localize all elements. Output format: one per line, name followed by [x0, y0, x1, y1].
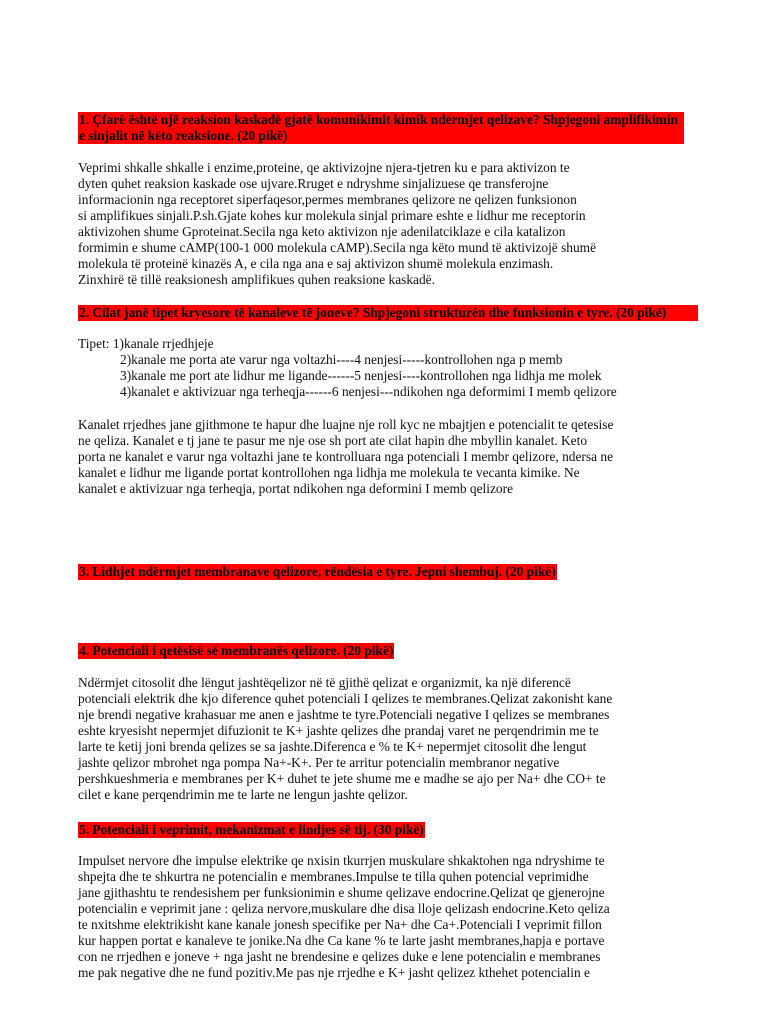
- answer-line: con ne rrjedhen e joneve + nga jasht ne brendesine e qelizes duke e lene potencialin e membranes: [78, 949, 601, 964]
- question-2-answer: [78, 417, 613, 497]
- types-line: 3)kanale me port ate lidhur me ligande------5 nenjesi----kontrollohen nga lidhja me molek: [120, 368, 602, 383]
- answer-line: eshte kryesisht nepermjet difuzionit te K+ jashte qelizes dhe prandaj varet ne perqendrimin me te: [78, 723, 599, 738]
- answer-line: me pak negative dhe ne fund pozitiv.Me pas nje rrjedhe e K+ jasht qelizez kthehet potencialin e: [78, 965, 590, 980]
- answer-line: Ndërmjet citosolit dhe lëngut jashtëqelizor në të gjithë qelizat e organizmit, ka një diferencë: [78, 675, 571, 690]
- question-2-heading: 2. Cilat janë tipet kryesore të kanaleve të joneve? Shpjegoni strukturën dhe funksionin e tyre. (20 pikë): [78, 305, 698, 321]
- answer-line: si amplifikues sinjali.P.sh.Gjate kohes kur molekula sinjal primare eshte e lidhur me receptorin: [78, 208, 586, 223]
- question-1-answer: [78, 160, 596, 288]
- answer-line: pershkueshmeria e membranes per K+ duhet te jete shume me e madhe se ajo per Na+ dhe CO+ te: [78, 771, 606, 786]
- answer-line: dyten quhet reaksion kaskade ose ujvare.Rruget e ndryshme sinjalizuese qe transferojne: [78, 176, 549, 191]
- answer-line: Zinxhirë të tillë reaksionesh amplifikues quhen reaksione kaskadë.: [78, 272, 435, 287]
- question-1-heading: 1. Çfarë është një reaksion kaskadë gjatë komunikimit kimik ndërmjet qelizave? Shpjegoni amplifikimin e sinjalit në këto reaksione. (20 pikë): [78, 112, 684, 144]
- answer-line: Veprimi shkalle shkalle i enzime,proteine, qe aktivizojne njera-tjetren ku e para aktivizon te: [78, 160, 570, 175]
- answer-line: formimin e shume cAMP(100-1 000 molekula cAMP).Secila nga këto mund të aktivizojë shumë: [78, 240, 597, 255]
- answer-line: kanalet e lidhur me ligande portat kontrollohen nga lidhja me molekula te vecanta kimike. Ne: [78, 465, 580, 480]
- answer-line: potenciali elektrik dhe kjo diference quhet potenciali I qelizes te membranes.Qelizat zakonisht kane: [78, 691, 613, 706]
- types-line: 2)kanale me porta ate varur nga voltazhi----4 nenjesi-----kontrollohen nga p memb: [120, 352, 563, 367]
- answer-line: ne qeliza. Kanalet e tj jane te pasur me nje ose sh port ate cilat hapin dhe mbyllin kanalet. Keto: [78, 433, 588, 448]
- answer-line: potencialin e veprimit jane : qeliza nervore,muskulare dhe disa lloje qelizash endocrine.Keto qeliza: [78, 901, 610, 916]
- answer-line: jane gjithashtu te rendesishem per funksionimin e shume qelizave endocrine.Qelizat qe gjenerojne: [78, 885, 605, 900]
- answer-line: larte te ketij joni brenda qelizes se sa jashte.Diferenca e % te K+ nepermjet citosolit dhe lengut: [78, 739, 587, 754]
- answer-line: aktivizohen shume Gproteinat.Secila nga keto aktivizon nje adenilatciklaze e cila katalizon: [78, 224, 566, 239]
- question-3-heading: 3. Lidhjet ndërmjet membranave qelizore, rëndësia e tyre. Jepni shembuj. (20 pikë): [79, 564, 556, 579]
- question-4-heading: 4. Potenciali i qetësisë së membranës qelizore. (20 pikë): [79, 643, 394, 658]
- answer-line: Kanalet rrjedhes jane gjithmone te hapur dhe luajne nje roll kyc ne mbajtjen e potencialit te qetesise: [78, 417, 614, 432]
- answer-line: kur happen portat e kanaleve te jonike.Na dhe Ca kane % te larte jasht membranes,hapja e portave: [78, 933, 605, 948]
- answer-line: shpejta dhe te shkurtra ne potencialin e membranes.Impulse te tilla quhen potencial veprimidhe: [78, 869, 589, 884]
- question-2-types: [78, 336, 617, 400]
- answer-line: Impulset nervore dhe impulse elektrike qe nxisin tkurrjen muskulare shkaktohen nga ndryshime te: [78, 853, 605, 868]
- question-4-answer: [78, 675, 612, 803]
- answer-line: jashte qelizor mbrohet nga pompa Na+-K+. Per te arritur potencialin membranor negative: [78, 755, 560, 770]
- answer-line: porta ne kanalet e varur nga voltazhi jane te kontrolluara nga potenciali I membr qelizore, ndersa ne: [78, 449, 614, 464]
- answer-line: molekula të proteinë kinazës A, e cila nga ana e saj aktivizon shumë molekula enzimash.: [78, 256, 554, 271]
- types-line: 4)kanalet e aktivizuar nga terheqja------6 nenjesi---ndikohen nga deformimi I memb qelizore: [120, 384, 617, 399]
- answer-line: informacionin nga receptoret siperfaqesor,permes membranes qelizore ne qelizen funksionon: [78, 192, 577, 207]
- question-5-heading: 5. Potenciali i veprimit, mekanizmat e lindjes së tij. (30 pikë): [79, 822, 424, 837]
- answer-line: cilet e kane perqendrimin me te larte ne lengun jashte qelizor.: [78, 787, 408, 802]
- types-line: Tipet: 1)kanale rrjedhjeje: [78, 336, 214, 351]
- answer-line: nje brendi negative krahasuar me anen e jashtme te tyre.Potenciali negative I qelizes se membranes: [78, 707, 610, 722]
- answer-line: te nxitshme elektrikisht kane kanale jonesh specifike per Na+ dhe Ca+.Potenciali I veprimit fillon: [78, 917, 602, 932]
- answer-line: kanalet e aktivizuar nga terheqja, portat ndikohen nga deformini I memb qelizore: [78, 481, 514, 496]
- question-5-answer: [78, 853, 610, 981]
